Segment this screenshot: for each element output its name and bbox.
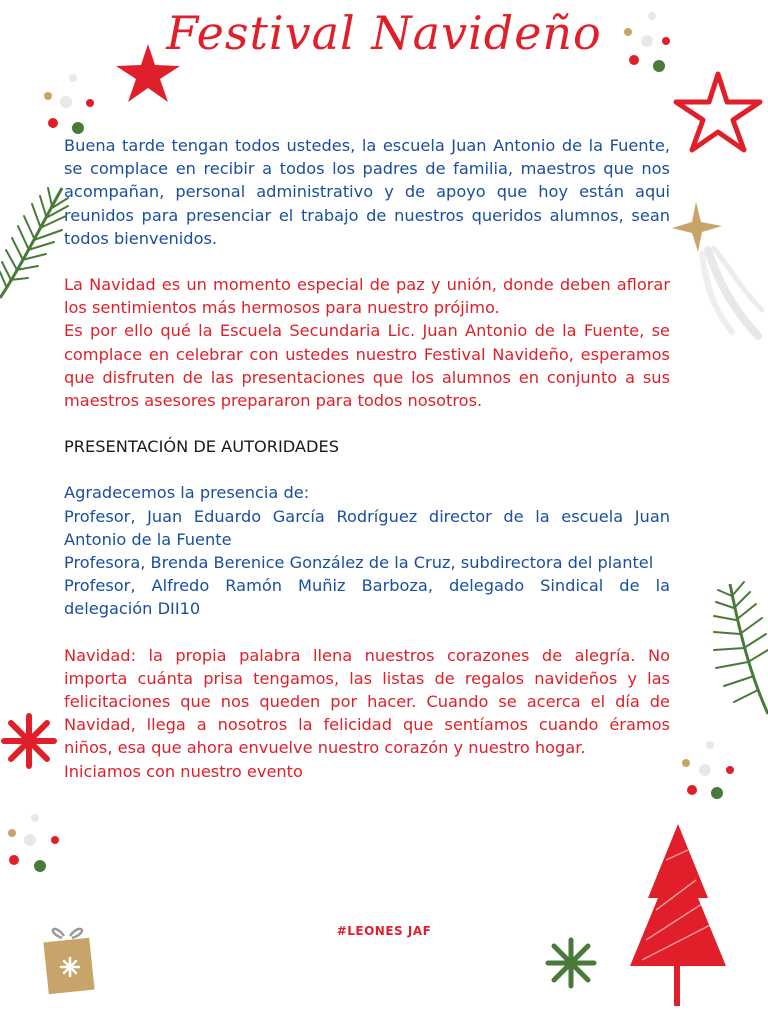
footer-hashtag: #LEONES JAF (336, 924, 432, 938)
navidad-intro-paragraph: La Navidad es un momento especial de paz y unión, donde deben aflorar los sentimientos más hermosos para nuestro prójimo. (64, 275, 670, 318)
authorities-heading: PRESENTACIÓN DE AUTORIDADES (64, 437, 339, 457)
authority-item: Profesor, Juan Eduardo García Rodríguez director de la escuela Juan Antonio de la Fuente (64, 506, 670, 549)
celebration-paragraph: Es por ello qué la Escuela Secundaria Lic. Juan Antonio de la Fuente, se complace en celebrar con ustedes nuestro Festival Navideño, esperamos que disfruten de las presentaciones que los alumnos en conjunto a sus maestros asesores prepararon para todos nosotros. (64, 321, 670, 411)
page-title: Festival Navideño (166, 6, 602, 60)
welcome-paragraph: Buena tarde tengan todos ustedes, la escuela Juan Antonio de la Fuente, se complace en recibir a todos los padres de familia, maestros que nos acompañan, personal administrativo y de apoyo que hoy están aqui reunidos para presenciar el trabajo de nuestros queridos alumnos, sean todos bienvenidos. (64, 136, 670, 248)
authority-item: Profesor, Alfredo Ramón Muñiz Barboza, delegado Sindical de la delegación DII10 (64, 576, 670, 619)
start-event-line: Iniciamos con nuestro evento (64, 761, 303, 781)
closing-paragraph: Navidad: la propia palabra llena nuestros corazones de alegría. No importa cuánta prisa tengamos, las listas de regalos navideños y las felicitaciones que nos queden por hacer. Cuando se acerca el día de Navidad, llega a nosotros la felicidad que sentíamos cuando éramos niños, esa que ahora envuelve nuestro corazón y nuestro hogar. (64, 645, 670, 758)
authority-item: Profesora, Brenda Berenice González de la Cruz, subdirectora del plantel (64, 553, 654, 573)
thanks-intro: Agradecemos la presencia de: (64, 483, 310, 503)
